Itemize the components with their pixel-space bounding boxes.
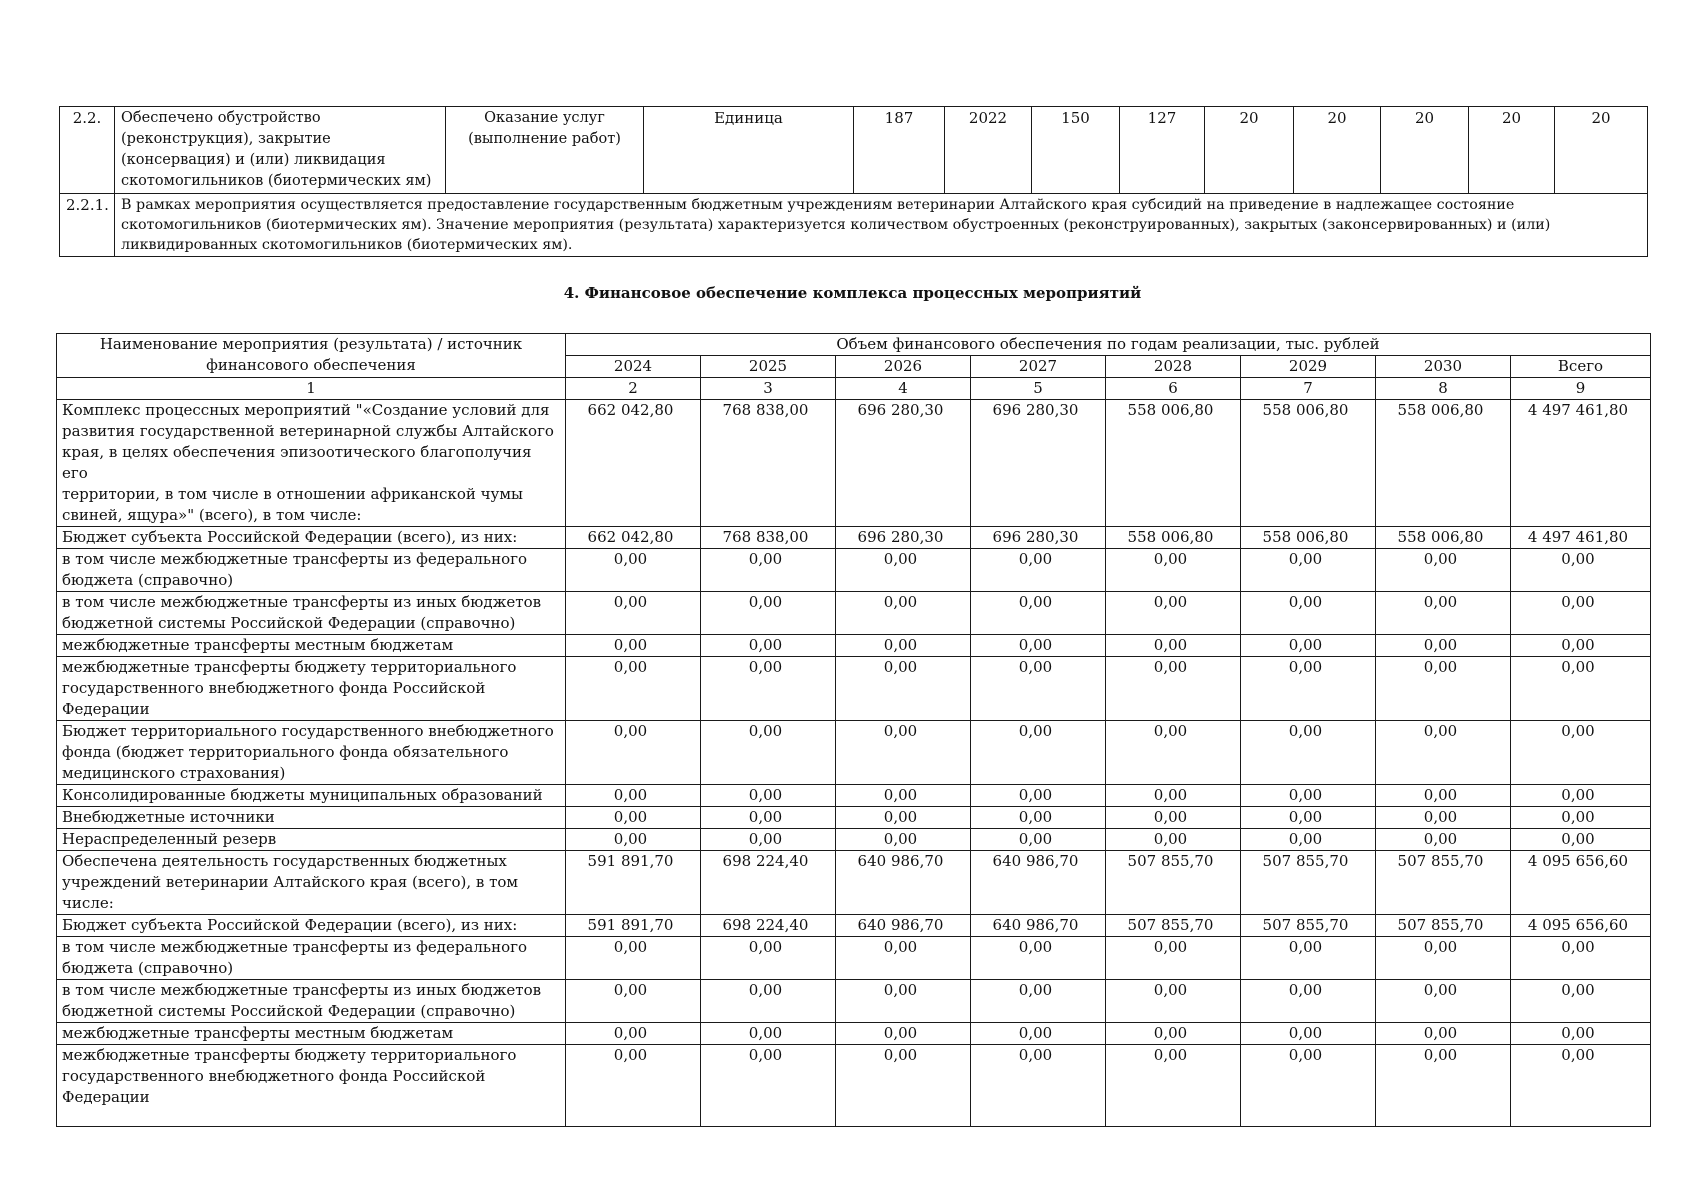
column-number: 7 [1241,378,1376,400]
finance-year-value: 0,00 [1106,657,1241,721]
name-header-line: финансового обеспечения [206,356,416,374]
finance-year-value: 507 855,70 [1106,915,1241,937]
finance-year-value: 0,00 [701,1045,836,1127]
finance-row-name [57,1023,566,1045]
finance-year-value: 0,00 [1241,635,1376,657]
finance-row [57,851,1651,915]
finance-year-value: 0,00 [836,937,971,980]
finance-year-value: 698 224,40 [701,915,836,937]
finance-row-name-line: свиней, ящура»" (всего), в том числе: [62,506,362,524]
finance-year-value: 0,00 [1106,980,1241,1023]
finance-year-value: 0,00 [1106,785,1241,807]
finance-year-value: 0,00 [1241,1045,1376,1127]
year-header: 2028 [1106,356,1241,378]
finance-year-value: 0,00 [971,829,1106,851]
finance-year-value: 640 986,70 [971,915,1106,937]
finance-year-value: 0,00 [701,937,836,980]
finance-year-value: 0,00 [1241,592,1376,635]
finance-year-value: 0,00 [1241,657,1376,721]
finance-row-name [57,635,566,657]
finance-year-value: 0,00 [701,721,836,785]
finance-year-value: 768 838,00 [701,527,836,549]
finance-year-value: 0,00 [1376,980,1511,1023]
finance-total-value: 0,00 [1511,1023,1651,1045]
finance-year-value: 0,00 [701,807,836,829]
finance-row [57,785,1651,807]
finance-year-value: 0,00 [1241,721,1376,785]
finance-year-value: 0,00 [971,657,1106,721]
year-header: 2030 [1376,356,1511,378]
description-line: В рамках мероприятия осуществляется предоставление государственным бюджетным учреждениям ветеринарии Алтайского края субсидий на приведение в надлежащее состояние [121,197,1515,213]
column-number: 8 [1376,378,1511,400]
finance-year-value: 0,00 [971,549,1106,592]
finance-year-value: 0,00 [566,549,701,592]
indicator-name-line: (реконструкция), закрытие [121,131,331,147]
finance-year-value: 640 986,70 [836,851,971,915]
finance-row [57,1045,1651,1127]
finance-row-name [57,851,566,915]
finance-year-value: 0,00 [971,807,1106,829]
indicator-description-row [60,194,1648,257]
indicator-type [446,107,644,194]
finance-year-value: 0,00 [1376,829,1511,851]
finance-row-name-line: межбюджетные трансферты бюджету территориального [62,1046,517,1064]
finance-year-value: 507 855,70 [1106,851,1241,915]
finance-year-value: 0,00 [566,721,701,785]
finance-year-value: 0,00 [971,1045,1106,1127]
finance-year-value: 0,00 [836,1045,971,1127]
finance-year-value: 0,00 [1376,807,1511,829]
indicator-name-line: Обеспечено обустройство [121,110,321,126]
finance-year-value: 0,00 [1376,1023,1511,1045]
finance-year-value: 558 006,80 [1241,527,1376,549]
finance-total-value: 0,00 [1511,937,1651,980]
finance-year-value: 0,00 [971,592,1106,635]
finance-row-name-line: бюджета (справочно) [62,571,234,589]
indicator-sub-number: 2.2.1. [60,194,115,257]
finance-year-value: 0,00 [1241,980,1376,1023]
finance-year-value: 558 006,80 [1106,527,1241,549]
finance-year-value: 0,00 [1106,937,1241,980]
finance-row-name [57,400,566,527]
indicator-name-line: скотомогильников (биотермических ям) [121,173,432,189]
finance-year-value: 558 006,80 [1241,400,1376,527]
finance-year-value: 0,00 [701,657,836,721]
finance-row [57,527,1651,549]
finance-year-value: 0,00 [971,1023,1106,1045]
finance-year-value: 0,00 [1106,807,1241,829]
finance-year-value: 0,00 [836,1023,971,1045]
finance-year-value: 0,00 [1241,829,1376,851]
finance-year-value: 0,00 [1376,721,1511,785]
finance-row-name-line: края, в целях обеспечения эпизоотического благополучия его [62,443,532,482]
finance-row-name [57,937,566,980]
finance-total-value: 4 095 656,60 [1511,851,1651,915]
finance-row-name-line: развития государственной ветеринарной службы Алтайского [62,422,554,440]
finance-year-value: 696 280,30 [971,527,1106,549]
finance-year-value: 0,00 [836,785,971,807]
finance-row [57,1023,1651,1045]
finance-row-name-line: государственного внебюджетного фонда Российской [62,1067,486,1085]
finance-year-value: 0,00 [566,1045,701,1127]
finance-year-value: 558 006,80 [1106,400,1241,527]
indicator-type-line: (выполнение работ) [468,131,621,147]
finance-row-name-line: межбюджетные трансферты местным бюджетам [62,1024,454,1042]
column-number: 3 [701,378,836,400]
finance-total-value: 0,00 [1511,785,1651,807]
finance-row-name-line: бюджета (справочно) [62,959,234,977]
finance-row-name-line: в том числе межбюджетные трансферты из иных бюджетов [62,981,542,999]
finance-row-name [57,549,566,592]
finance-year-value: 640 986,70 [971,851,1106,915]
indicator-value: 20 [1469,107,1555,194]
finance-year-value: 0,00 [1106,721,1241,785]
year-header: 2026 [836,356,971,378]
finance-total-value: 0,00 [1511,635,1651,657]
finance-row [57,549,1651,592]
finance-year-value: 0,00 [1241,937,1376,980]
finance-year-value: 662 042,80 [566,400,701,527]
description-line: скотомогильников (биотермических ям). Значение мероприятия (результата) характеризуется количеством обустроенных (реконструированных), закрытых (законсервированных) и (или) [121,217,1551,233]
finance-row [57,635,1651,657]
finance-year-value: 0,00 [701,549,836,592]
column-number: 9 [1511,378,1651,400]
finance-row [57,829,1651,851]
finance-row-name [57,1045,566,1127]
finance-row [57,721,1651,785]
finance-total-value: 4 497 461,80 [1511,400,1651,527]
finance-year-value: 696 280,30 [971,400,1106,527]
finance-total-value: 0,00 [1511,721,1651,785]
finance-row-name-line: Комплекс процессных мероприятий "«Создание условий для [62,401,550,419]
finance-row-name-line: государственного внебюджетного фонда Российской [62,679,486,697]
finance-row-name-line: Федерации [62,700,150,718]
finance-row-name-line: Консолидированные бюджеты муниципальных образований [62,786,543,804]
finance-row-name-line: в том числе межбюджетные трансферты из федерального [62,550,527,568]
finance-year-value: 0,00 [701,635,836,657]
finance-row-name-line: в том числе межбюджетные трансферты из федерального [62,938,527,956]
finance-row-name [57,721,566,785]
finance-total-value: 4 095 656,60 [1511,915,1651,937]
finance-total-value: 0,00 [1511,1045,1651,1127]
finance-year-value: 507 855,70 [1376,915,1511,937]
finance-year-value: 662 042,80 [566,527,701,549]
finance-year-value: 0,00 [836,980,971,1023]
finance-year-value: 0,00 [566,807,701,829]
finance-year-value: 0,00 [971,785,1106,807]
finance-year-value: 0,00 [1241,785,1376,807]
finance-row-name-line: в том числе межбюджетные трансферты из иных бюджетов [62,593,542,611]
name-header-line: Наименование мероприятия (результата) / источник [99,335,523,353]
finance-row-name-line: Обеспечена деятельность государственных бюджетных [62,852,507,870]
finance-year-value: 558 006,80 [1376,400,1511,527]
year-header: 2024 [566,356,701,378]
finance-year-value: 0,00 [836,721,971,785]
finance-row-name-line: фонда (бюджет территориального фонда обязательного [62,743,509,761]
finance-year-value: 507 855,70 [1376,851,1511,915]
indicator-value: 150 [1032,107,1120,194]
indicator-value: 20 [1205,107,1294,194]
finance-total-value: 0,00 [1511,657,1651,721]
description-line: ликвидированных скотомогильников (биотермических ям). [121,237,573,253]
finance-year-value: 0,00 [971,937,1106,980]
finance-row-name-line: учреждений ветеринарии Алтайского края (всего), в том числе: [62,873,519,912]
finance-year-value: 696 280,30 [836,527,971,549]
indicator-description [115,194,1648,257]
finance-year-value: 0,00 [1241,1023,1376,1045]
finance-row-name [57,657,566,721]
finance-total-value: 4 497 461,80 [1511,527,1651,549]
year-header: 2025 [701,356,836,378]
finance-row-name-line: медицинского страхования) [62,764,286,782]
finance-row-name-line: Нераспределенный резерв [62,830,277,848]
finance-year-value: 0,00 [1376,1045,1511,1127]
finance-row-name [57,592,566,635]
finance-year-value: 0,00 [836,549,971,592]
finance-year-value: 696 280,30 [836,400,971,527]
finance-year-value: 591 891,70 [566,851,701,915]
finance-year-value: 0,00 [566,592,701,635]
finance-year-value: 0,00 [1376,592,1511,635]
finance-year-value: 0,00 [566,829,701,851]
finance-row-name-line: Бюджет субъекта Российской Федерации (всего), из них: [62,916,518,934]
finance-year-value: 0,00 [1106,829,1241,851]
finance-row-name-line: Бюджет субъекта Российской Федерации (всего), из них: [62,528,518,546]
finance-row-name-line: Внебюджетные источники [62,808,275,826]
finance-row [57,592,1651,635]
section-title: 4. Финансовое обеспечение комплекса процессных мероприятий [563,284,1142,302]
finance-year-value: 0,00 [701,785,836,807]
indicator-row [60,107,1648,194]
finance-total-value: 0,00 [1511,549,1651,592]
finance-year-value: 0,00 [701,980,836,1023]
finance-row-name-line: Федерации [62,1088,150,1106]
finance-year-value: 640 986,70 [836,915,971,937]
finance-year-value: 0,00 [1106,549,1241,592]
finance-total-value: 0,00 [1511,592,1651,635]
finance-row [57,980,1651,1023]
finance-row-name [57,980,566,1023]
indicator-number: 2.2. [60,107,115,194]
finance-row-name [57,829,566,851]
finance-year-value: 558 006,80 [1376,527,1511,549]
finance-year-value: 591 891,70 [566,915,701,937]
finance-year-value: 0,00 [1241,549,1376,592]
finance-year-value: 0,00 [971,635,1106,657]
finance-year-value: 768 838,00 [701,400,836,527]
finance-year-value: 0,00 [836,829,971,851]
finance-row-name-line: межбюджетные трансферты бюджету территориального [62,658,517,676]
finance-year-value: 0,00 [1376,549,1511,592]
finance-year-value: 0,00 [566,657,701,721]
finance-year-value: 0,00 [1376,657,1511,721]
indicator-value: 2022 [945,107,1032,194]
name-column-header [57,334,566,378]
finance-year-value: 0,00 [971,980,1106,1023]
finance-header-row [57,334,1651,356]
finance-total-value: 0,00 [1511,980,1651,1023]
indicator-unit: Единица [644,107,854,194]
indicator-value: 20 [1381,107,1469,194]
finance-table-body [57,400,1651,1127]
finance-table [56,333,1651,1127]
finance-year-value: 0,00 [1106,592,1241,635]
indicator-name [115,107,446,194]
finance-year-value: 0,00 [566,1023,701,1045]
finance-row-name [57,785,566,807]
indicator-table [59,106,1648,257]
indicator-value: 20 [1555,107,1648,194]
finance-year-value: 0,00 [566,635,701,657]
finance-row [57,915,1651,937]
indicator-value: 187 [854,107,945,194]
finance-total-value: 0,00 [1511,807,1651,829]
finance-year-value: 0,00 [836,592,971,635]
finance-row-name [57,807,566,829]
total-header: Всего [1511,356,1651,378]
finance-year-value: 0,00 [566,785,701,807]
finance-year-value: 507 855,70 [1241,915,1376,937]
indicator-value: 127 [1120,107,1205,194]
finance-year-value: 0,00 [566,980,701,1023]
column-number: 6 [1106,378,1241,400]
finance-row-name-line: бюджетной системы Российской Федерации (справочно) [62,1002,516,1020]
column-number: 4 [836,378,971,400]
finance-year-value: 698 224,40 [701,851,836,915]
finance-year-value: 0,00 [566,937,701,980]
finance-year-value: 0,00 [701,829,836,851]
finance-year-value: 0,00 [701,592,836,635]
column-number: 1 [57,378,566,400]
indicator-value: 20 [1294,107,1381,194]
finance-year-value: 0,00 [1106,1045,1241,1127]
year-header: 2029 [1241,356,1376,378]
column-number: 2 [566,378,701,400]
volume-header: Объем финансового обеспечения по годам реализации, тыс. рублей [566,334,1651,356]
finance-row-name-line: территории, в том числе в отношении африканской чумы [62,485,523,503]
finance-row-name-line: межбюджетные трансферты местным бюджетам [62,636,454,654]
finance-year-value: 507 855,70 [1241,851,1376,915]
indicator-name-line: (консервация) и (или) ликвидация [121,152,386,168]
finance-year-value: 0,00 [1241,807,1376,829]
indicator-type-line: Оказание услуг [484,110,605,126]
finance-year-value: 0,00 [1376,635,1511,657]
finance-year-value: 0,00 [971,721,1106,785]
finance-year-value: 0,00 [1106,635,1241,657]
year-header: 2027 [971,356,1106,378]
finance-row [57,807,1651,829]
column-number: 5 [971,378,1106,400]
finance-row [57,657,1651,721]
finance-row-name [57,915,566,937]
finance-row-name [57,527,566,549]
finance-row [57,937,1651,980]
finance-year-value: 0,00 [836,657,971,721]
finance-row-name-line: бюджетной системы Российской Федерации (справочно) [62,614,516,632]
finance-year-value: 0,00 [701,1023,836,1045]
column-numbers-row [57,378,1651,400]
finance-total-value: 0,00 [1511,829,1651,851]
finance-row [57,400,1651,527]
finance-year-value: 0,00 [836,635,971,657]
finance-year-value: 0,00 [1376,937,1511,980]
finance-year-value: 0,00 [836,807,971,829]
finance-year-value: 0,00 [1106,1023,1241,1045]
finance-year-value: 0,00 [1376,785,1511,807]
finance-row-name-line: Бюджет территориального государственного внебюджетного [62,722,554,740]
